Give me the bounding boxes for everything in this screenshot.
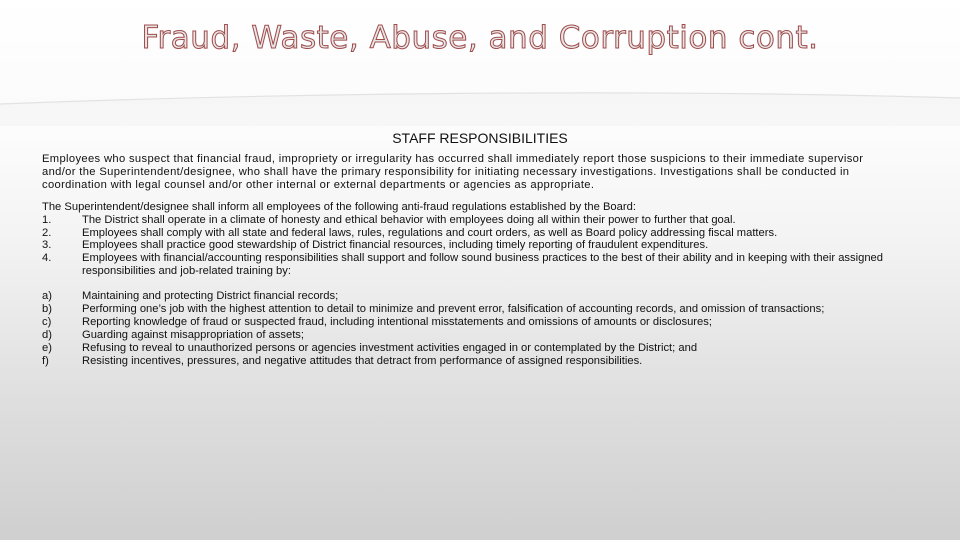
numbered-list (42, 214, 900, 279)
list-item-letter: e) (42, 341, 52, 354)
list-item-letter: d) (42, 328, 52, 341)
list-item (42, 227, 900, 240)
list-spacer (42, 278, 900, 290)
list-item-letter: b) (42, 303, 52, 316)
list-item-letter: c) (42, 315, 52, 328)
list-item (42, 342, 900, 355)
list-item-number: 1. (42, 213, 52, 226)
list-item (42, 290, 900, 303)
list-item-text: Resisting incentives, pressures, and negative attitudes that detract from performance of assigned responsibilities. (82, 354, 643, 367)
list-item-text: Reporting knowledge of fraud or suspected fraud, including intentional misstatements and omissions of amounts or disclosures; (82, 315, 712, 328)
list-item (42, 214, 900, 227)
slide-body (42, 153, 900, 368)
list-item-text: Employees shall comply with all state and federal laws, rules, regulations and court orders, as well as Board policy addressing fiscal matters. (82, 226, 778, 239)
list-item-text: Employees with financial/accounting responsibilities shall support and follow sound business practices to the best of their ability and in keeping with their assigned responsibilities and job-related training by: (82, 252, 883, 278)
list-item-number: 4. (42, 252, 52, 265)
list-item-text: Employees shall practice good stewardship of District financial resources, including timely reporting of fraudulent expenditures. (82, 239, 709, 252)
list-item (42, 316, 900, 329)
list-item (42, 303, 900, 316)
list-item-text: Guarding against misappropriation of assets; (82, 328, 305, 341)
decorative-swoosh (0, 86, 960, 126)
list-item (42, 355, 900, 368)
policy-paragraph: Employees who suspect that financial fraud, impropriety or irregularity has occurred shall immediately report those suspicions to their immediate supervisor and/or the Superintendent/designee, who shall have the primary responsibility for initiating necessary investigations. Investigations shall be conducted in coordination with legal counsel and/or other internal or external departments or agencies as appropriate. (42, 153, 864, 191)
list-item-text: Performing one’s job with the highest attention to detail to minimize and prevent error, falsification of accounting records, and omission of transactions; (82, 303, 825, 316)
list-item-letter: a) (42, 290, 52, 303)
lettered-list (42, 290, 900, 367)
list-item (42, 239, 900, 252)
list-item (42, 329, 900, 342)
list-item-text: Maintaining and protecting District financial records; (82, 290, 339, 303)
board-regulations-intro: The Superintendent/designee shall inform all employees of the following anti-fraud regulations established by the Board: (42, 200, 636, 213)
list-item-text: Refusing to reveal to unauthorized persons or agencies investment activities engaged in or contemplated by the District; and (82, 341, 698, 354)
list-item-number: 3. (42, 239, 52, 252)
list-item (42, 252, 900, 278)
list-item-text: The District shall operate in a climate of honesty and ethical behavior with employees doing all within their power to further that goal. (82, 213, 736, 226)
section-heading: STAFF RESPONSIBILITIES (392, 130, 568, 146)
list-item-letter: f) (42, 354, 49, 367)
list-item-number: 2. (42, 226, 52, 239)
slide-title: Fraud, Waste, Abuse, and Corruption cont. (141, 20, 819, 56)
